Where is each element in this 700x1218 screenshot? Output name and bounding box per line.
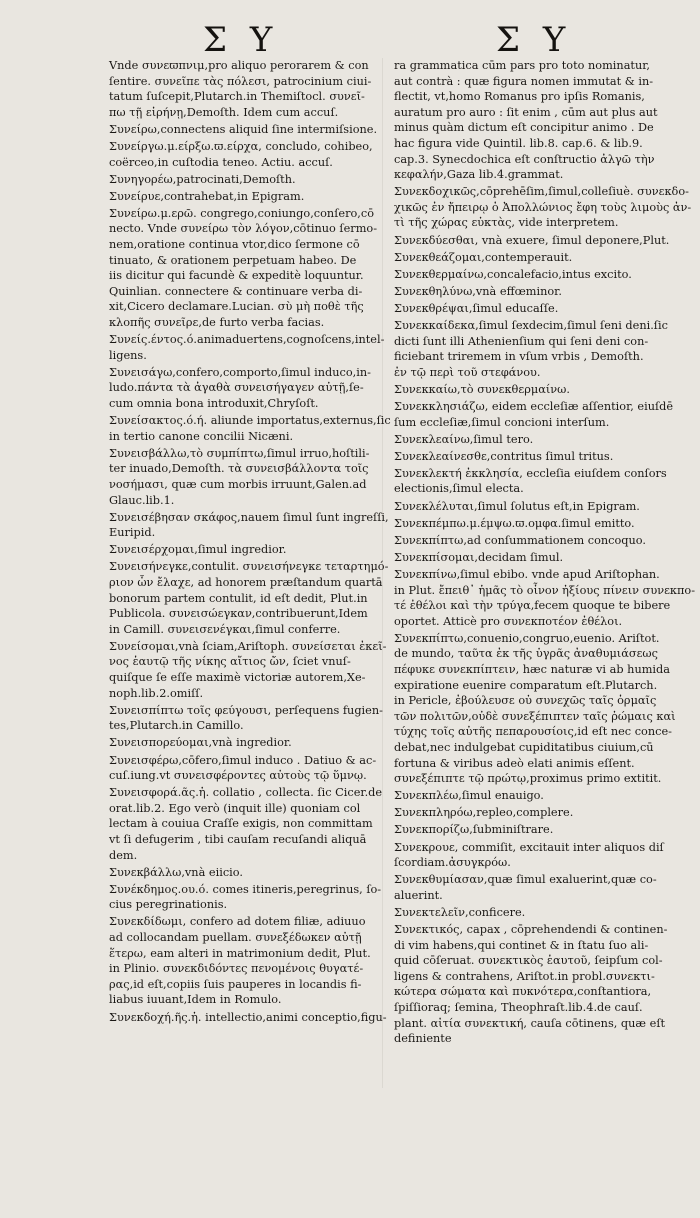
entry-text-line: ριον ὧν ἔλαχε, ad honorem præſtandum quartā — [109, 576, 383, 589]
entry-text-line: ſum eccleſiæ,ſimul concioni interſum. — [394, 415, 610, 429]
dictionary-entry — [109, 510, 389, 541]
entry-text-line: κεφαλήν,Gaza lib.4.grammat. — [394, 168, 564, 182]
entry-text-line: nem,oratione continua vtor,dico ſermone cō — [109, 238, 360, 252]
dictionary-entry — [394, 184, 692, 231]
entry-text-line: in Plinio. συνεκδιδόντες πενομένοις θυγατέ- — [109, 962, 364, 976]
entry-text-line: συνεξέπιπτε τῷ πρώτῳ,proximus primo extitit. — [394, 772, 662, 786]
entry-text-line: iis dicitur qui facundè & expeditè loquuntur. — [109, 269, 364, 283]
entry-headline: Συνεκπίνω,ſimul ebibo. vnde apud Ariſtophan. — [394, 567, 660, 581]
entry-text-line: πέφυκε συνεκπίπτειν, hæc naturæ vi ab humida — [394, 662, 671, 676]
dictionary-entry — [109, 753, 377, 784]
entry-text-line: Quinlian. connectere & continuare verba di- — [109, 284, 363, 298]
entry-text-line: coërceo,in cuſtodia teneo. Actiu. accuſ. — [109, 155, 333, 169]
entry-text-line: auratum pro auro : ſit enim , cūm aut plus aut — [394, 105, 658, 119]
dictionary-entry — [394, 872, 664, 903]
entry-text-line: tes,Plutarch.in Camillo. — [109, 719, 244, 733]
entry-text-line: tinuato, & orationem perpetuam habeo. De — [109, 253, 357, 267]
entry-text-line: tatum ſuſcepit,Plutarch.in Themiſtocl. συνεῖ- — [109, 90, 365, 104]
entry-text-line: debat,nec indulgebat cupiditatibus ciuium,cū — [394, 740, 654, 754]
dictionary-entry — [394, 788, 664, 804]
entry-text-line: cap.3. Synecdochica eſt conſtructio ἀλγῶ τὴν — [394, 152, 655, 166]
entry-text-line: in Pericle, ἐβούλευσε οὐ συνεχῶς ταῖς ὁρμαῖς — [394, 694, 657, 708]
entry-text-line: bonorum partem contulit, id eſt dedit, Plut.in — [109, 591, 368, 605]
entry-headline: Vnde συνεϖπνιμ,pro aliquo perorarem & con — [109, 59, 369, 72]
entry-text-line: ficiebant triremem in vſum vrbis , Demoſth. — [394, 350, 644, 364]
dictionary-entry — [109, 785, 383, 863]
entry-headline: Συνείρυε,contrahebat,in Epigram. — [109, 189, 305, 203]
dictionary-entry — [394, 905, 664, 921]
dictionary-entry — [109, 413, 391, 444]
entry-text-line: de mundo, ταῦτα ἐκ τῆς ὑγρᾶς ἀναθυμιάσεως — [394, 647, 658, 661]
entry-text-line: cuſ.iung.vt συνεισφέροντες αὑτοὺς τῷ ὕμνῳ. — [109, 769, 367, 783]
dictionary-entry — [394, 499, 664, 515]
dictionary-entry — [394, 550, 664, 566]
dictionary-entry — [109, 882, 382, 913]
entry-text-line: flectit, vt,homo Romanus pro ipſis Romanis, — [394, 90, 645, 104]
entry-text-line: dicti ſunt illi Athenienſium qui ſeni deni con- — [394, 334, 649, 348]
dictionary-entry — [109, 865, 377, 881]
entry-text-line: ligens & contrahens, Ariſtot.in probl.συνεκτι- — [394, 969, 655, 983]
entry-text-line: ſcordiam.ἀσυγκρόω. — [394, 856, 511, 870]
entry-text-line: τύχης τοῖς αὐτῆς πεπαρουσίοις,id eſt nec conce- — [394, 725, 672, 739]
dictionary-entry — [394, 805, 664, 821]
dictionary-entry — [109, 206, 377, 331]
entry-text-line: ludo.πάντα τὰ ἀγαθὰ συνεισήγαγεν αὐτῇ,ſe- — [109, 381, 364, 395]
entry-headline: Συνείρω,connectens aliquid ſine intermiſsione. — [109, 122, 378, 136]
dictionary-entry — [394, 922, 668, 1047]
entry-text-line: hac figura vide Quintil. lib.8. cap.6. & lib.9. — [394, 136, 643, 150]
dictionary-entry — [394, 567, 696, 629]
entry-headline: Συνεκθυμίασαν,quæ ſimul exaluerint,quæ co- — [394, 873, 657, 887]
entry-text-line: τὶ τῆς χώρας εὐκτὰς, vide interpretem. — [394, 216, 619, 230]
dictionary-entry — [394, 284, 664, 300]
dictionary-entry — [394, 449, 664, 465]
entry-text-line: lectam à couiua Craſſe exigis, non committam — [109, 817, 373, 831]
entry-text-line: Publicola. συνεισώεγκαν,contribuerunt,Idem — [109, 607, 368, 621]
entry-text-line: ἕτερω, eam alteri in matrimonium dedit, Plut. — [109, 946, 371, 960]
entry-text-line: di vim habens,qui continet & in ſtatu ſuo ali- — [394, 938, 649, 952]
entry-text-line: χικῶς ἐν ἤπειρῳ ὁ Ἀπολλώνιος ἔφη τοὺς λιμοὺς ἀν- — [394, 200, 692, 214]
dictionary-entry — [394, 822, 664, 838]
entry-text-line: minus quàm dictum eſt concipitur animo . De — [394, 121, 654, 135]
entry-headline: Συνεκλέλυται,ſimul ſolutus eſt,in Epigram. — [394, 499, 640, 513]
dictionary-entry — [109, 914, 377, 1008]
entry-headline: Συνείρω.μ.ερῶ. congrego,coniungo,conſero,cō — [109, 206, 374, 220]
right-column — [394, 58, 696, 1048]
entry-headline: Συνεκλεαίνω,ſimul tero. — [394, 432, 534, 446]
entry-text-line: quiſque ſe eſſe maximè victoriæ autorem,Xe- — [109, 671, 366, 685]
entry-headline: Συνείσακτος.ό.ή. aliunde importatus,externus,ſic — [109, 414, 391, 428]
entry-headline: Συνεισάγω,confero,comporto,ſimul induco,in- — [109, 365, 371, 379]
entry-text-line: quid cōſeruat. συνεκτικὸς ἑαυτοῦ, ſeipſum col- — [394, 954, 663, 968]
dictionary-entry — [109, 559, 389, 637]
entry-headline: Συνεκπέμπω.μ.έμψω.ϖ.ομφα.ſimul emitto. — [394, 516, 635, 530]
dictionary-entry — [109, 139, 377, 170]
dictionary-entry — [394, 233, 670, 249]
entry-headline: Συνεκτελεῖν,conficere. — [394, 905, 526, 919]
entry-text-line: νος ἑαυτῷ τῆς νίκης αἴτιος ὤν, ſciet vnuſ- — [109, 655, 351, 669]
dictionary-entry — [394, 840, 664, 871]
entry-text-line: κώτερα σώματα καὶ πυκνότερα,conſtantiora, — [394, 985, 652, 999]
entry-text-line: cum omnia bona introduxit,Chryſoſt. — [109, 396, 319, 410]
entry-text-line: ſentire. συνεῖπε τὰς πόλεσι, patrocinium ciui- — [109, 74, 372, 88]
entry-headline: Συνεισβάλλω,τὸ συμπίπτω,ſimul irruo,hoſtili- — [109, 446, 370, 460]
entry-text-line: in Camill. συνεισενέγκαι,ſimul conferre. — [109, 622, 341, 636]
entry-text-line: ἐν τῷ περὶ τοῦ στεφάνου. — [394, 365, 541, 379]
entry-headline: Συνεκπίπτω,conuenio,congruo,euenio. Ariſtot. — [394, 631, 660, 645]
header-letters-left: Σ Υ — [203, 20, 279, 60]
entry-text-line: electionis,ſimul electa. — [394, 482, 524, 496]
entry-text-line: aut contrà : quæ figura nomen immutat & in- — [394, 74, 654, 88]
dictionary-entry — [109, 122, 377, 138]
entry-text-line: vt ſi defugerim , tibi cauſam recuſandi aliquā — [109, 833, 367, 846]
entry-headline: Συνεκδοχή.ῆς.ἡ. intellectio,animi conceptio,figu- — [109, 1010, 387, 1024]
entry-headline: Συνεκπορίζω,ſubminiſtrare. — [394, 823, 554, 837]
entry-text-line: ligens. — [109, 348, 147, 362]
entry-headline: Συνεκκαίδεκα,ſimul ſexdecim,ſimul ſeni deni.ſic — [394, 319, 668, 332]
entry-headline: Συνεκβάλλω,vnà eiicio. — [109, 865, 243, 879]
left-column — [109, 58, 391, 1027]
entry-headline: Συνεκδοχικῶς,cōprehēſim,ſimul,colleſiuè. συνεκδο- — [394, 185, 689, 199]
entry-text-line: Euripid. — [109, 526, 156, 540]
entry-headline: Συνεκπληρόω,repleo,complere. — [394, 806, 574, 820]
dictionary-entry — [394, 399, 674, 430]
dictionary-entry — [394, 318, 668, 380]
entry-headline: Συνεκλεαίνεσθε,contritus ſimul tritus. — [394, 449, 614, 463]
dictionary-entry — [109, 735, 377, 751]
dictionary-entry — [109, 58, 377, 120]
dictionary-entry — [394, 301, 664, 317]
entry-headline: Συνείργω.μ.είρξω.ϖ.είρχα, concludo, cohibeo, — [109, 139, 373, 153]
entry-text-line: plant. αἰτία συνεκτική, cauſa cōtinens, quæ eſt — [394, 1016, 666, 1030]
entry-text-line: ſpiſſioraq; ſemina, Theophraſt.lib.4.de cauſ. — [394, 1000, 643, 1014]
entry-headline: ra grammatica cūm pars pro toto nominatur, — [394, 59, 650, 72]
entry-text-line: dem. — [109, 848, 138, 862]
header-letters-right: Σ Υ — [496, 20, 572, 60]
entry-text-line: νοσήμασι, quæ cum morbis irruunt,Galen.ad — [109, 477, 367, 491]
entry-headline: Συνεκθεάζομαι,contemperauit. — [394, 250, 573, 264]
entry-text-line: in tertio canone concilii Nicæni. — [109, 429, 294, 443]
entry-headline: Συνεκτικός, capax , cōprehendendi & continen- — [394, 922, 668, 936]
entry-headline: Συνεκπλέω,ſimul enauigo. — [394, 789, 544, 803]
dictionary-entry — [394, 382, 664, 398]
entry-text-line: orat.lib.2. Ego verò (inquit ille) quoniam col — [109, 801, 361, 815]
entry-text-line: cius peregrinationis. — [109, 898, 228, 912]
dictionary-entry — [109, 542, 377, 558]
entry-text-line: in Plut. ἔπειθ᾽ ἡμᾶς τὸ οἶνον ἠξίους πίνειν συνεκπο- — [394, 583, 696, 597]
entry-text-line: fortuna & viribus adeò elati animis eſſent. — [394, 756, 635, 770]
entry-headline: Συνεισπορεύομαι,vnà ingredior. — [109, 736, 292, 750]
entry-text-line: πω τῇ εἰρήνῃ,Demoſth. Idem cum accuſ. — [109, 105, 339, 119]
dictionary-entry — [394, 58, 664, 183]
entry-headline: Συνείς.έντος.ό.animaduertens,cognoſcens,intel- — [109, 333, 385, 347]
dictionary-entry — [109, 446, 377, 508]
entry-headline: Συνεκθηλύνω,vnà effœminor. — [394, 284, 562, 298]
entry-headline: Συνεκδύεσθαι, vnà exuere, ſimul deponere,Plut. — [394, 233, 670, 247]
entry-text-line: τῶν πολιτῶν,οὐδὲ συνεξέπιπτεν ταῖς ῥώμαις καὶ — [394, 709, 676, 723]
entry-text-line: noph.lib.2.omiſſ. — [109, 686, 204, 700]
dictionary-entry — [394, 533, 664, 549]
dictionary-entry — [394, 267, 664, 283]
entry-text-line: Glauc.lib.1. — [109, 493, 175, 507]
dictionary-entry — [109, 365, 377, 412]
dictionary-entry — [394, 516, 664, 532]
entry-headline: Συνεισπίπτω τοῖς φεύγουσι, perſequens fugien- — [109, 703, 383, 717]
entry-text-line: τέ ἐθέλοι καὶ τὴν τρύγα,fecem quoque te bibere — [394, 599, 671, 613]
entry-headline: Συνεισέρχομαι,ſimul ingredior. — [109, 543, 287, 557]
entry-headline: Συνεισφέρω,cōfero,ſimul induco . Datiuo & ac- — [109, 753, 377, 767]
entry-headline: Συνεισήνεγκε,contulit. συνεισήνεγκε τεταρτημό- — [109, 560, 389, 574]
entry-text-line: ter inuado,Demoſth. τὰ συνεισβάλλοντα τοῖς — [109, 462, 369, 476]
dictionary-entry — [394, 432, 664, 448]
entry-text-line: ρας,id eſt,copiis ſuis pauperes in locandis fi- — [109, 977, 362, 991]
entry-headline: Συνέκδημος.ου.ό. comes itineris,peregrinus, ſo- — [109, 882, 382, 896]
entry-text-line: liabus iuuant,Idem in Romulo. — [109, 993, 282, 1007]
entry-text-line: oportet. Atticè pro συνεκποτέον ἐθέλοι. — [394, 614, 623, 628]
entry-headline: Συνεκθερμαίνω,concalefacio,intus excito. — [394, 267, 632, 281]
dictionary-entry — [109, 189, 377, 205]
entry-headline: Συνεκδίδωμι, confero ad dotem filiæ, adiuuo — [109, 915, 366, 929]
entry-headline: Συνεκπίσομαι,decidam ſimul. — [394, 550, 564, 564]
dictionary-entry — [394, 250, 664, 266]
entry-headline: Συνεισέβησαν σκάφος,nauem ſimul ſunt ingreſſi, — [109, 510, 389, 524]
entry-headline: Συνεκθρέψαι,ſimul educaſſe. — [394, 301, 559, 315]
entry-text-line: aluerint. — [394, 888, 443, 902]
entry-headline: Συνεκλεκτή ἐκκλησία, eccleſia eiuſdem conſors — [394, 466, 667, 480]
entry-text-line: definiente — [394, 1032, 452, 1046]
entry-headline: Συνεκπίπτω,ad conſummationem concoquo. — [394, 533, 646, 547]
entry-headline: Συνεκκαίω,τὸ συνεκθερμαίνω. — [394, 382, 570, 396]
dictionary-entry — [109, 703, 383, 734]
column-gutter — [382, 58, 383, 1088]
dictionary-entry — [109, 172, 377, 188]
dictionary-entry — [109, 332, 385, 363]
entry-headline: Συνεισφορά.ᾶς.ἡ. collatio , collecta. ſic Cicer.de — [109, 786, 383, 800]
entry-headline: Συνηγορέω,patrocinati,Demoſth. — [109, 172, 296, 186]
dictionary-entry — [109, 1010, 387, 1026]
dictionary-entry — [394, 466, 667, 497]
entry-text-line: ad collocandam puellam. συνεξέδωκεν αὐτῇ — [109, 931, 362, 945]
entry-text-line: necto. Vnde συνείρω τὸν λόγον,cōtinuo ſermo- — [109, 222, 378, 236]
entry-headline: Συνεκρουε, commiſit, excitauit inter aliquos diſ — [394, 840, 664, 854]
dictionary-entry — [109, 639, 387, 701]
entry-text-line: expiratione euenire comparatum eſt.Plutarch. — [394, 678, 658, 692]
dictionary-entry — [394, 631, 676, 787]
entry-text-line: κλοπῆς συνεῖρε,de furto verba facias. — [109, 316, 325, 329]
entry-headline: Συνεκκλησιάζω, eidem eccleſiæ aſſentior, eiuſdē — [394, 399, 674, 413]
entry-headline: Συνείσομαι,vnà ſciam,Ariſtoph. συνείσεται ἐκεῖ- — [109, 639, 387, 653]
entry-text-line: xit,Cicero declamare.Lucian. σὺ μὴ ποθὲ τῆς — [109, 300, 364, 314]
